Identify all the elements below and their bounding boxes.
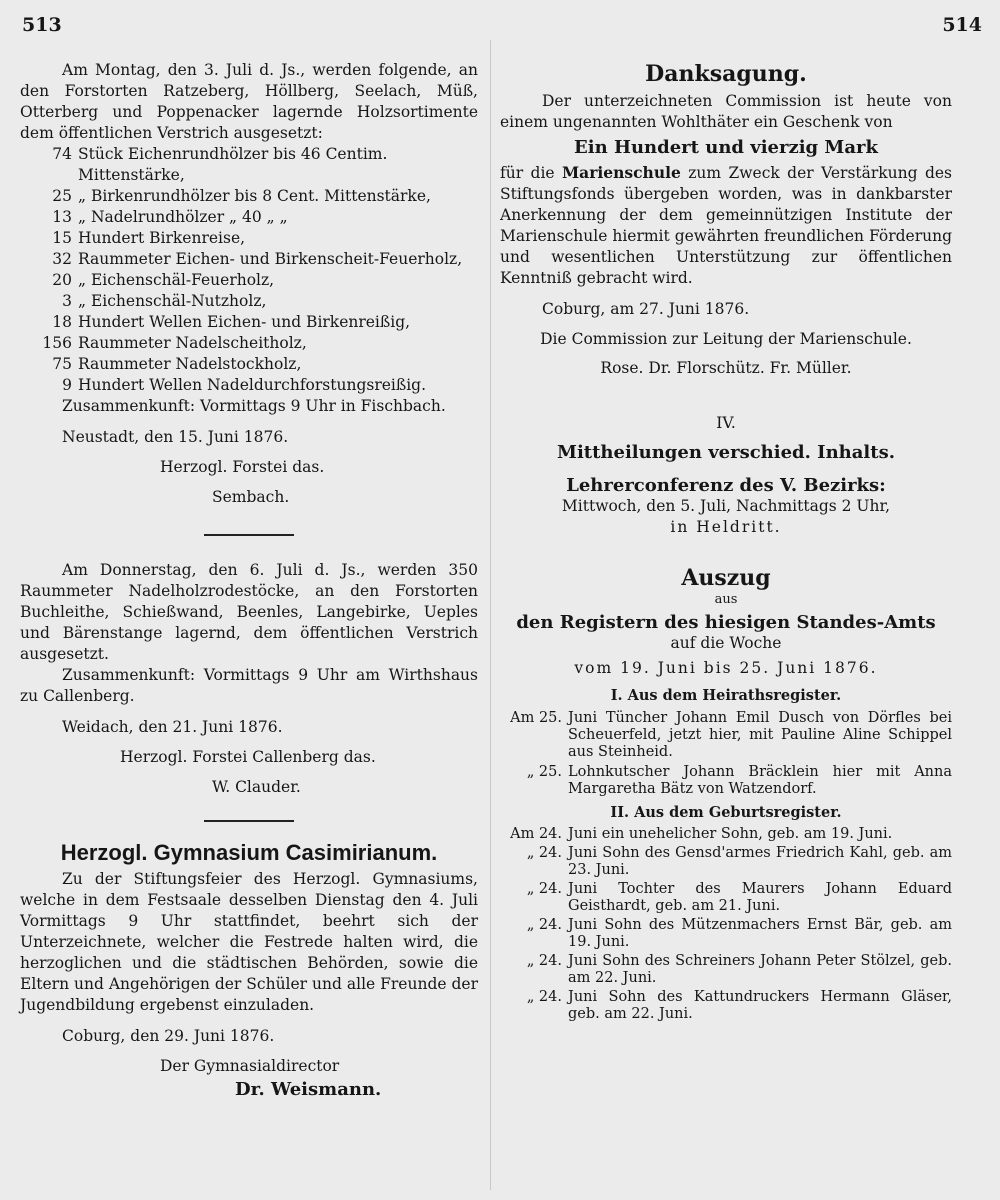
quantity: 74 bbox=[52, 145, 72, 163]
meeting-info: Zusammenkunft: Vormittags 9 Uhr am Wirthshaus zu Callenberg. bbox=[20, 666, 478, 705]
list-item bbox=[20, 333, 478, 354]
stump-auction-notice bbox=[20, 560, 478, 798]
list-item bbox=[20, 249, 478, 270]
quantity: 15 bbox=[52, 229, 72, 247]
list-item bbox=[20, 291, 478, 312]
page-number-right: 514 bbox=[942, 14, 982, 36]
item-text: Stück Eichenrundhölzer bis 46 Centim. Mittenstärke, bbox=[78, 145, 388, 184]
item-text: Hundert Birkenreise, bbox=[78, 229, 246, 247]
extract-week: auf die Woche bbox=[670, 634, 782, 652]
item-text: Raummeter Eichen- und Birkenscheit-Feuerholz, bbox=[78, 250, 463, 268]
extract-title: Auszug bbox=[681, 565, 771, 591]
notice-text: Am Donnerstag, den 6. Juli d. Js., werden 350 Raummeter Nadelholzrodestöcke, an den Forstorten Buchleithe, Schießwand, Beenles, Langebirke, Ueples und Bärenstange lagernd, dem öffentlichen Verstrich ausgesetzt. bbox=[20, 561, 478, 663]
quantity: 156 bbox=[42, 334, 72, 352]
quantity: 32 bbox=[52, 250, 72, 268]
conference-title: Lehrerconferenz des V. Bezirks: bbox=[566, 475, 886, 496]
entry-date: „ 24. bbox=[526, 953, 562, 969]
list-item bbox=[20, 312, 478, 333]
separator-rule bbox=[204, 820, 294, 822]
item-text: „ Nadelrundhölzer „ 40 „ „ bbox=[78, 208, 288, 226]
section-title: Mittheilungen verschied. Inhalts. bbox=[557, 442, 895, 463]
item-text: Raummeter Nadelscheitholz, bbox=[78, 334, 307, 352]
school-name: Marienschule bbox=[562, 163, 681, 182]
conference-place: in Heldritt. bbox=[670, 518, 782, 536]
right-column bbox=[500, 60, 952, 1023]
place-date: Weidach, den 21. Juni 1876. bbox=[62, 718, 283, 736]
wood-list bbox=[20, 144, 478, 396]
entry-text: Lohnkutscher Johann Bräcklein hier mit Anna Margaretha Bätz von Watzendorf. bbox=[568, 764, 952, 797]
item-text: Hundert Wellen Nadeldurchforstungsreißig. bbox=[78, 376, 427, 394]
entry-text: Juni Sohn des Kattundruckers Hermann Gläser, geb. am 22. Juni. bbox=[568, 989, 952, 1022]
signer: Dr. Weismann. bbox=[235, 1079, 382, 1100]
list-item bbox=[500, 953, 952, 987]
marriage-heading: I. Aus dem Heirathsregister. bbox=[610, 687, 842, 704]
item-text: „ Birkenrundhölzer bis 8 Cent. Mittenstärke, bbox=[78, 187, 431, 205]
entry-date: „ 24. bbox=[526, 917, 562, 933]
list-item bbox=[20, 354, 478, 375]
item-text: „ Eichenschäl-Nutzholz, bbox=[78, 292, 267, 310]
office: Herzogl. Forstei das. bbox=[160, 458, 325, 476]
item-text: Raummeter Nadelstockholz, bbox=[78, 355, 302, 373]
marriage-list bbox=[500, 710, 952, 798]
list-item bbox=[20, 207, 478, 228]
entry-date: Am 25. bbox=[510, 710, 562, 726]
thanks-notice bbox=[500, 61, 953, 379]
list-item bbox=[500, 845, 952, 879]
entry-date: „ 24. bbox=[526, 881, 562, 897]
text-prefix: für die bbox=[500, 164, 555, 182]
list-item bbox=[20, 228, 478, 249]
entry-text: Juni Tochter des Maurers Johann Eduard Geisthardt, geb. am 21. Juni. bbox=[568, 881, 952, 914]
gymnasium-notice bbox=[20, 842, 478, 1100]
column-divider bbox=[490, 40, 491, 1190]
forest-auction-notice bbox=[20, 60, 478, 508]
notice-intro: Am Montag, den 3. Juli d. Js., werden folgende, an den Forstorten Ratzeberg, Höllberg, Seelach, Müß, Otterberg und Poppenacker lagernde Holzsortimente dem öffentlichen Verstrich ausgesetzt: bbox=[20, 61, 478, 142]
list-item bbox=[500, 826, 952, 843]
entry-text: Juni Sohn des Gensd'armes Friedrich Kahl, geb. am 23. Juni. bbox=[568, 845, 952, 878]
signer: W. Clauder. bbox=[212, 778, 301, 796]
donation-amount: Ein Hundert und vierzig Mark bbox=[574, 137, 878, 158]
section-misc bbox=[500, 413, 952, 538]
quantity: 9 bbox=[62, 376, 72, 394]
signers: Rose. Dr. Florschütz. Fr. Müller. bbox=[600, 359, 852, 377]
registry-extract bbox=[500, 565, 952, 1023]
place-date: Coburg, den 29. Juni 1876. bbox=[62, 1027, 275, 1045]
quantity: 3 bbox=[62, 292, 72, 310]
meeting-info: Zusammenkunft: Vormittags 9 Uhr in Fischbach. bbox=[62, 397, 446, 415]
quantity: 25 bbox=[52, 187, 72, 205]
left-column bbox=[20, 60, 478, 1100]
entry-text: Juni Tüncher Johann Emil Dusch von Dörfles bei Scheuerfeld, jetzt hier, mit Pauline Aline Schippel aus Steinheid. bbox=[568, 710, 952, 760]
separator-rule bbox=[204, 534, 294, 536]
notice-title: Danksagung. bbox=[645, 61, 807, 87]
list-item bbox=[20, 186, 478, 207]
quantity: 20 bbox=[52, 271, 72, 289]
quantity: 13 bbox=[52, 208, 72, 226]
extract-range: vom 19. Juni bis 25. Juni 1876. bbox=[574, 659, 878, 677]
quantity: 18 bbox=[52, 313, 72, 331]
extract-subtitle: den Registern des hiesigen Standes-Amts bbox=[516, 612, 936, 633]
role: Der Gymnasialdirector bbox=[160, 1057, 340, 1075]
list-item bbox=[500, 881, 952, 915]
text-rest: zum Zweck der Verstärkung des Stiftungsfonds übergeben worden, was in dankbarster Anerkennung der dem gemeinnützigen Institute der Marienschule hiermit gewährten freundlichen Förderung und wesentlichen Unterstützung zur öffentlichen Kenntniß gebracht wird. bbox=[500, 164, 953, 287]
commission: Die Commission zur Leitung der Marienschule. bbox=[540, 330, 912, 348]
page-number-left: 513 bbox=[22, 14, 62, 36]
list-item bbox=[20, 375, 478, 396]
list-item bbox=[20, 144, 478, 186]
notice-text: Zu der Stiftungsfeier des Herzogl. Gymnasiums, welche in dem Festsaale desselben Dienstag den 4. Juli Vormittags 9 Uhr stattfindet, beehrt sich der Unterzeichnete, welcher die Festrede halten wird, die herzoglichen und die städtischen Behörden, sowie die Eltern und Angehörigen der Schüler und alle Freunde der Jugendbildung ergebenst einzuladen. bbox=[20, 870, 478, 1014]
entry-text: Juni Sohn des Schreiners Johann Peter Stölzel, geb. am 22. Juni. bbox=[568, 953, 952, 986]
entry-date: „ 24. bbox=[526, 989, 562, 1005]
place-date: Coburg, am 27. Juni 1876. bbox=[542, 300, 750, 318]
conference-time: Mittwoch, den 5. Juli, Nachmittags 2 Uhr, bbox=[561, 497, 891, 515]
entry-date: Am 24. bbox=[510, 826, 562, 842]
list-item bbox=[20, 270, 478, 291]
notice-text-continued bbox=[500, 162, 952, 289]
list-item bbox=[500, 764, 952, 798]
notice-title: Herzogl. Gymnasium Casimirianum. bbox=[60, 840, 438, 865]
entry-date: „ 25. bbox=[526, 764, 562, 780]
section-numeral: IV. bbox=[716, 414, 736, 432]
signer: Sembach. bbox=[212, 488, 290, 506]
extract-aus: aus bbox=[714, 592, 738, 607]
list-item bbox=[500, 710, 952, 761]
entry-date: „ 24. bbox=[526, 845, 562, 861]
quantity: 75 bbox=[52, 355, 72, 373]
item-text: „ Eichenschäl-Feuerholz, bbox=[78, 271, 275, 289]
office: Herzogl. Forstei Callenberg das. bbox=[120, 748, 376, 766]
list-item bbox=[500, 917, 952, 951]
place-date: Neustadt, den 15. Juni 1876. bbox=[62, 428, 289, 446]
item-text: Hundert Wellen Eichen- und Birkenreißig, bbox=[78, 313, 411, 331]
birth-list bbox=[500, 826, 952, 1023]
entry-text: Juni Sohn des Mützenmachers Ernst Bär, geb. am 19. Juni. bbox=[568, 917, 952, 950]
list-item bbox=[500, 989, 952, 1023]
entry-text: Juni ein unehelicher Sohn, geb. am 19. Juni. bbox=[568, 826, 893, 842]
birth-heading: II. Aus dem Geburtsregister. bbox=[610, 804, 842, 821]
notice-text: Der unterzeichneten Commission ist heute von einem ungenannten Wohlthäter ein Geschenk von bbox=[500, 92, 952, 131]
